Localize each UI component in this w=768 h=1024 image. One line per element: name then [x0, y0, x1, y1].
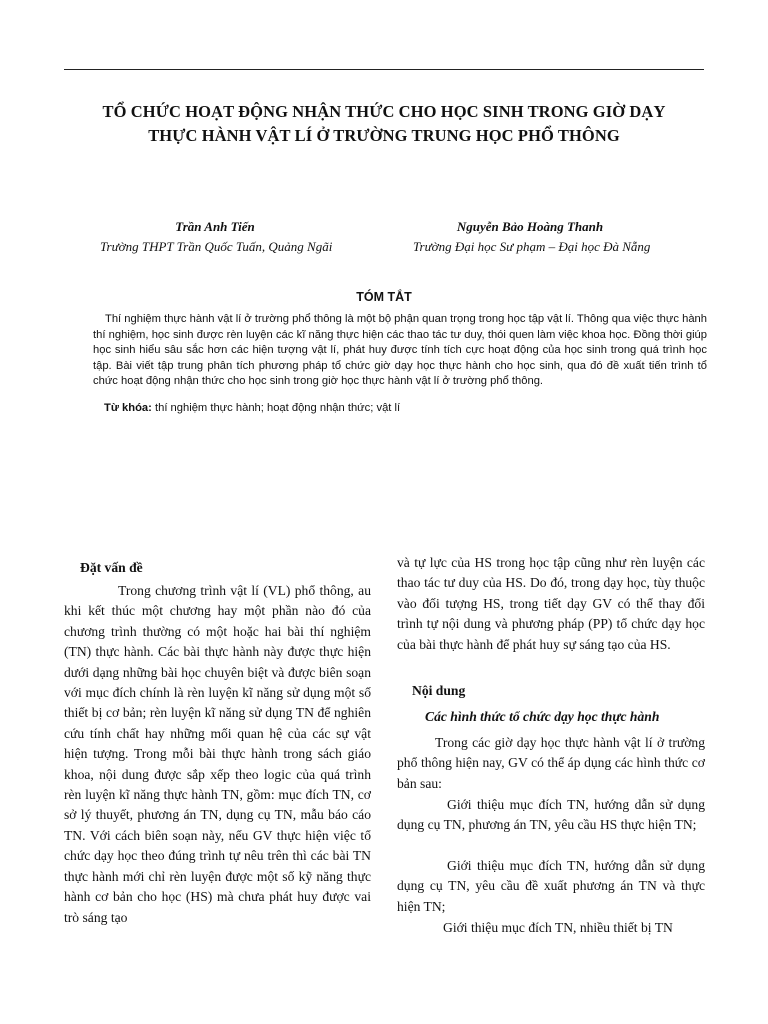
section-heading-content: Nội dung [412, 683, 466, 698]
header-rule [64, 69, 704, 70]
right-continuation-paragraph: và tự lực của HS trong học tập cũng như rèn luyện các thao tác tư duy của HS. Do đó, trong dạy học, tùy thuộc vào đối tượng HS, trong tiết dạy GV có thể thay đổi trình tự nội dung và phương pháp (PP) tổ chức dạy học của bài thực hành để phát huy sự sáng tạo của HS. [397, 555, 705, 652]
keywords-text: thí nghiệm thực hành; hoạt động nhận thức; vật lí [155, 402, 401, 414]
paper-title-line-1: TỔ CHỨC HOẠT ĐỘNG NHẬN THỨC CHO HỌC SINH TRONG GIỜ DẠY [102, 102, 666, 121]
author-1-name: Trần Anh Tiến [175, 219, 255, 234]
form-item-2: Giới thiệu mục đích TN, hướng dẫn sử dụng dụng cụ TN, yêu cầu đề xuất phương án TN và thực hiện TN; [397, 858, 705, 914]
form-item-3: Giới thiệu mục đích TN, nhiều thiết bị TN [443, 920, 673, 935]
paper-title-line-2: THỰC HÀNH VẬT LÍ Ở TRƯỜNG TRUNG HỌC PHỔ THÔNG [148, 126, 620, 145]
form-item-1: Giới thiệu mục đích TN, hướng dẫn sử dụng dụng cụ TN, phương án TN, yêu cầu HS thực hiện TN; [397, 797, 705, 833]
section-heading-intro: Đặt vấn đề [80, 560, 143, 575]
subsection-heading: Các hình thức tổ chức dạy học thực hành [425, 709, 660, 724]
keywords [104, 402, 400, 414]
abstract-body: Thí nghiệm thực hành vật lí ở trường phổ thông là một bộ phận quan trọng trong học tập vật lí. Thông qua việc thực hành thí nghiệm, học sinh được rèn luyện các kĩ năng thực hiện các thao tác tư duy, thói quen làm việc khoa học. Đồng thời giúp học sinh hiểu sâu sắc hơn các hiện tượng vật lí, phát huy được tính tích cực hoạt động của học sinh trong quá trình học tập. Bài viết tập trung phân tích phương pháp tổ chức giờ dạy học thực hành cho học sinh, qua đó đề xuất tiến trình tổ chức hoạt động nhận thức cho học sinh trong giờ học thực hành vật lí ở trường phổ thông. [93, 313, 707, 387]
keywords-label: Từ khóa: [104, 402, 152, 414]
forms-intro-paragraph: Trong các giờ dạy học thực hành vật lí ở trường phổ thông hiện nay, GV có thể áp dụng các hình thức cơ bản sau: [397, 735, 705, 791]
intro-paragraph: Trong chương trình vật lí (VL) phổ thông, au khi kết thúc một chương hay một phần nào đó của chương trình thường có một hoặc hai bài thí nghiệm (TN) thực hành. Các bài thực hành này được thực hiện dưới dạng những bài học chuyên biệt và được biên soạn với mục đích chính là rèn luyện kĩ năng sử dụng một số thiết bị cơ bản; rèn luyện kĩ năng sử dụng TN để nghiên cứu tính chất hay những mối quan hệ của các sự vật hiện tượng. Trong mỗi bài thực hành trong sách giáo khoa, nội dung được sắp xếp theo logic của quá trình rèn luyện kĩ năng thực hành TN, gồm: mục đích TN, cơ sở lý thuyết, phương án TN, dụng cụ TN, mẫu báo cáo TN. Với cách biên soạn này, nếu GV thực hiện việc tổ chức dạy học theo đúng trình tự nêu trên thì các bài TN thực hành mới chỉ rèn luyện được một số kỹ năng thực hành cơ bản cho học (HS) mà chưa phát huy được vai trò sáng tạo [64, 583, 371, 925]
abstract-heading: TÓM TẮT [356, 290, 412, 304]
author-2-name: Nguyễn Bảo Hoàng Thanh [456, 219, 604, 234]
author-1-affiliation: Trường THPT Trần Quốc Tuấn, Quảng Ngãi [100, 239, 333, 254]
author-2-affiliation: Trường Đại học Sư phạm – Đại học Đà Nẵng [413, 239, 651, 254]
